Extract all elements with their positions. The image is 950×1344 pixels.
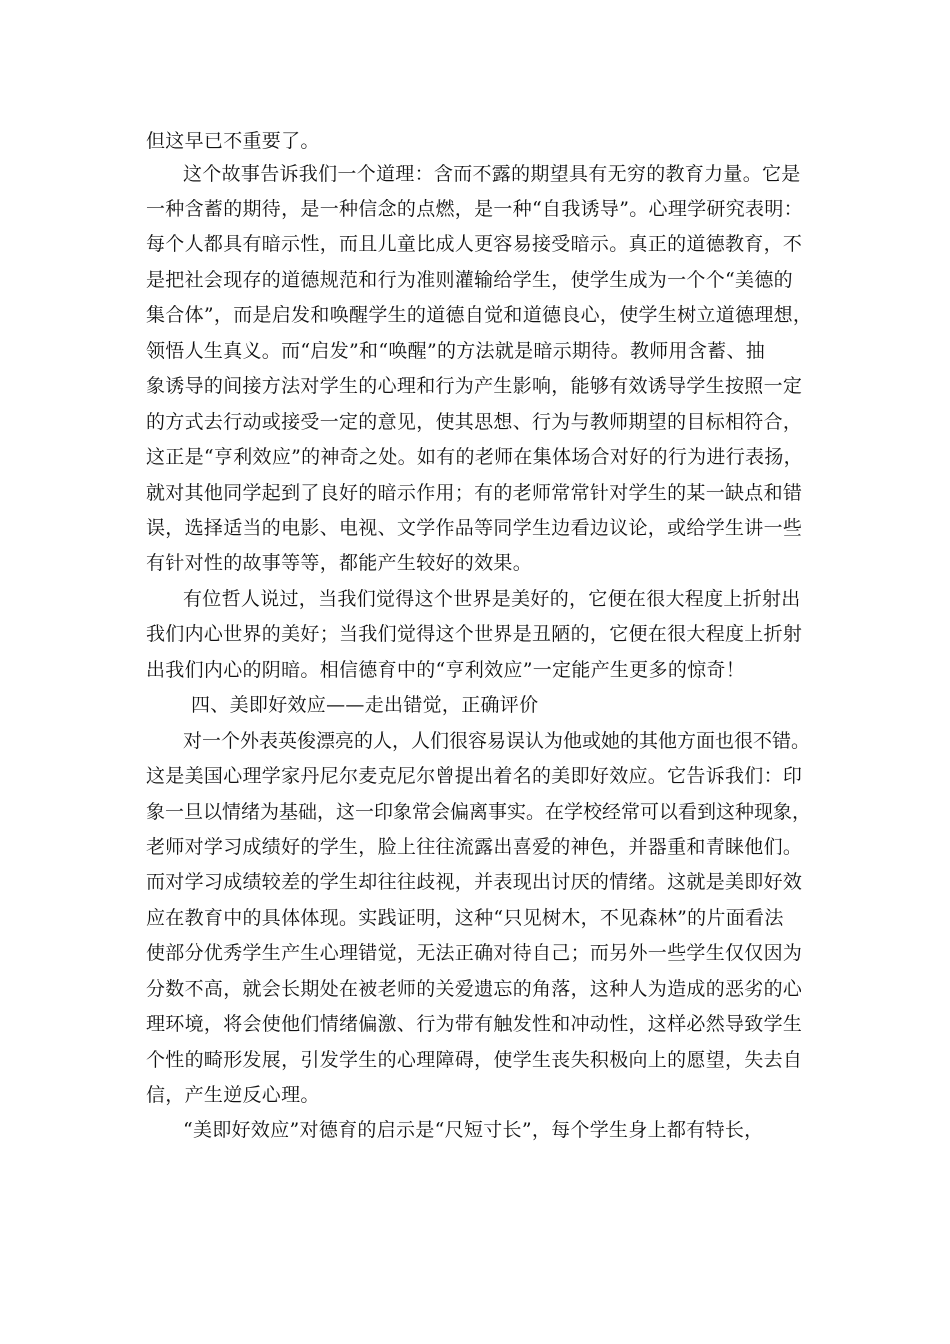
text-line: 但这早已不重要了。 xyxy=(146,130,320,152)
text-line: 领悟人生真义。而“启发”和“唤醒”的方法就是暗示期待。教师用含蓄、抽 xyxy=(146,340,766,362)
text-line: 我们内心世界的美好；当我们觉得这个世界是丑陋的，它便在很大程度上折射 xyxy=(146,623,803,645)
text-line: 就对其他同学起到了良好的暗示作用；有的老师常常针对学生的某一缺点和错 xyxy=(146,482,803,504)
text-line: 理环境，将会使他们情绪偏激、行为带有触发性和冲动性，这样必然导致学生 xyxy=(146,1013,803,1035)
text-line: 这是美国心理学家丹尼尔麦克尼尔曾提出着名的美即好效应。它告诉我们：印 xyxy=(146,765,803,787)
paragraph-start-line: “美即好效应”对德育的启示是“尺短寸长”，每个学生身上都有特长， xyxy=(183,1119,764,1141)
text-line: 的方式去行动或接受一定的意见，使其思想、行为与教师期望的目标相符合， xyxy=(146,411,803,433)
text-line: 象一旦以情绪为基础，这一印象常会偏离事实。在学校经常可以看到这种现象， xyxy=(146,801,812,823)
text-line: 分数不高，就会长期处在被老师的关爱遗忘的角落，这种人为造成的恶劣的心 xyxy=(146,978,803,1000)
paragraph-start-line: 这个故事告诉我们一个道理：含而不露的期望具有无穷的教育力量。它是 xyxy=(183,163,801,185)
text-line: 象诱导的间接方法对学生的心理和行为产生影响，能够有效诱导学生按照一定 xyxy=(146,375,803,397)
text-line: 而对学习成绩较差的学生却往往歧视，并表现出讨厌的情绪。这就是美即好效 xyxy=(146,871,803,893)
text-line: 个性的畸形发展，引发学生的心理障碍，使学生丧失积极向上的愿望，失去自 xyxy=(146,1049,803,1071)
text-line: 每个人都具有暗示性，而且儿童比成人更容易接受暗示。真正的道德教育，不 xyxy=(146,233,803,255)
text-line: 这正是“亨利效应”的神奇之处。如有的老师在集体场合对好的行为进行表扬， xyxy=(146,446,803,468)
text-line: 出我们内心的阴暗。相信德育中的“亨利效应”一定能产生更多的惊奇！ xyxy=(146,659,746,681)
text-line: 一种含蓄的期待，是一种信念的点燃，是一种“自我诱导”。心理学研究表明： xyxy=(146,198,803,220)
text-line: 应在教育中的具体体现。实践证明，这种“只见树木，不见森林”的片面看法 xyxy=(146,907,784,929)
text-line: 有针对性的故事等等，都能产生较好的效果。 xyxy=(146,552,533,574)
text-line: 老师对学习成绩好的学生，脸上往往流露出喜爱的神色，并器重和青睐他们。 xyxy=(146,836,803,858)
text-line: 使部分优秀学生产生心理错觉，无法正确对待自己；而另外一些学生仅仅因为 xyxy=(146,942,803,964)
text-line: 信，产生逆反心理。 xyxy=(146,1084,320,1106)
paragraph-start-line: 对一个外表英俊漂亮的人，人们很容易误认为他或她的其他方面也很不错。 xyxy=(183,730,811,752)
text-line: 是把社会现存的道德规范和行为准则灌输给学生，使学生成为一个个“美德的 xyxy=(146,269,793,291)
text-line: 集合体”，而是启发和唤醒学生的道德自觉和道德良心，使学生树立道德理想， xyxy=(146,304,813,326)
section-heading: 四、美即好效应——走出错觉，正确评价 xyxy=(191,694,539,716)
text-line: 误，选择适当的电影、电视、文学作品等同学生边看边议论，或给学生讲一些 xyxy=(146,517,803,539)
paragraph-start-line: 有位哲人说过，当我们觉得这个世界是美好的，它便在很大程度上折射出 xyxy=(183,588,801,610)
